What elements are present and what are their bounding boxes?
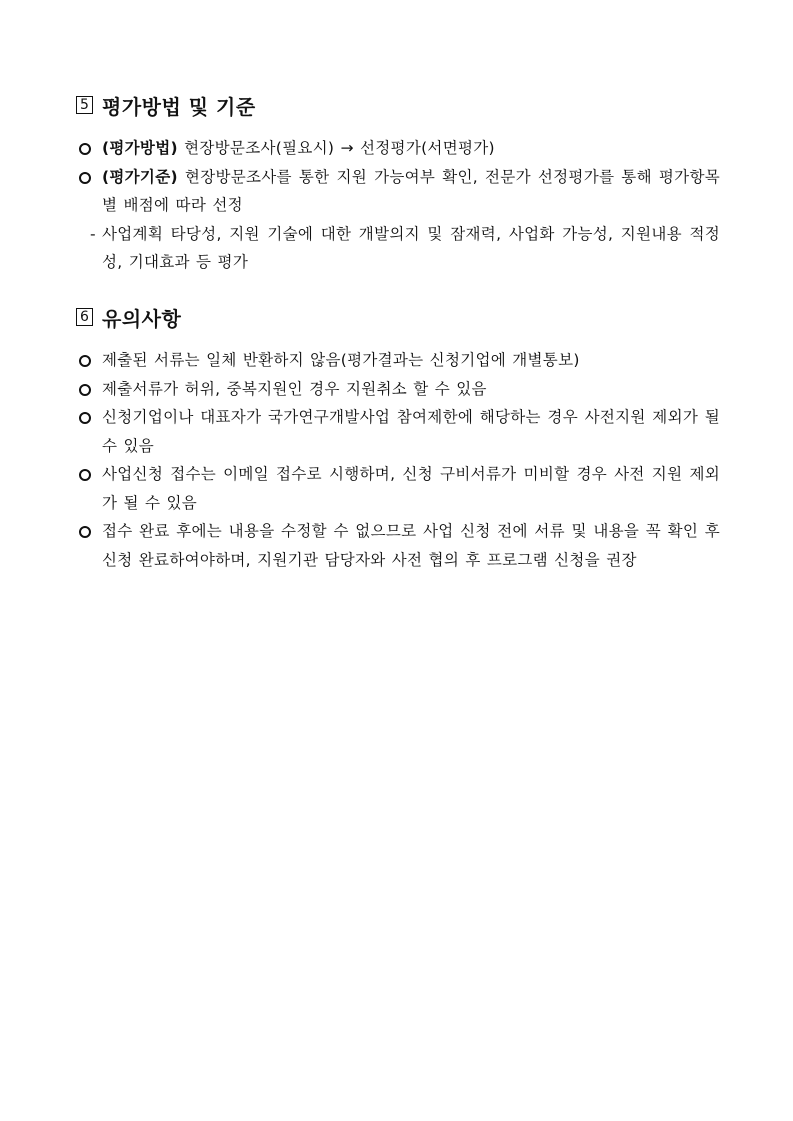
section-items (76, 134, 720, 277)
section-title: 유의사항 (102, 306, 182, 331)
item-text: 현장방문조사를 통한 지원 가능여부 확인, 전문가 선정평가를 통해 평가항목별 배점에 따라 선정 (102, 167, 720, 214)
item-text: 현장방문조사(필요시) → 선정평가(서면평가) (177, 139, 495, 157)
circle-bullet-icon (79, 526, 91, 538)
item-text: 사업신청 접수는 이메일 접수로 시행하며, 신청 구비서류가 미비할 경우 사전 지원 제외가 될 수 있음 (102, 465, 720, 512)
circle-bullet-icon (79, 143, 91, 155)
sub-list-item (76, 220, 720, 277)
item-text: 제출서류가 허위, 중복지원인 경우 지원취소 할 수 있음 (102, 379, 487, 398)
list-item (76, 460, 720, 517)
item-text: 접수 완료 후에는 내용을 수정할 수 없으므로 사업 신청 전에 서류 및 내용을 꼭 확인 후 신청 완료하여야하며, 지원기관 담당자와 사전 협의 후 프로그램 신청을 권장 (102, 522, 720, 569)
list-item (76, 403, 720, 460)
circle-bullet-icon (79, 384, 91, 396)
section-evaluation (76, 90, 720, 277)
circle-bullet-icon (79, 355, 91, 367)
circle-bullet-icon (79, 172, 91, 184)
section-number-box: 5 (76, 96, 93, 114)
circle-bullet-icon (79, 412, 91, 424)
item-text: 사업계획 타당성, 지원 기술에 대한 개발의지 및 잠재력, 사업화 가능성, 지원내용 적정성, 기대효과 등 평가 (102, 224, 720, 271)
list-item (76, 346, 720, 375)
item-bold-label: (평가방법) (102, 139, 178, 157)
item-bold-label: (평가기준) (102, 167, 178, 186)
section-header (76, 302, 720, 332)
section-title: 평가방법 및 기준 (102, 94, 256, 119)
section-notes (76, 302, 720, 574)
section-header (76, 90, 720, 120)
list-item (76, 134, 720, 163)
list-item (76, 517, 720, 574)
circle-bullet-icon (79, 469, 91, 481)
section-items (76, 346, 720, 574)
item-text: 제출된 서류는 일체 반환하지 않음(평가결과는 신청기업에 개별통보) (102, 351, 580, 369)
list-item (76, 163, 720, 220)
list-item (76, 375, 720, 404)
section-number-box: 6 (76, 308, 93, 326)
item-text: 신청기업이나 대표자가 국가연구개발사업 참여제한에 해당하는 경우 사전지원 제외가 될 수 있음 (102, 408, 720, 455)
dash-marker: - (90, 224, 96, 243)
